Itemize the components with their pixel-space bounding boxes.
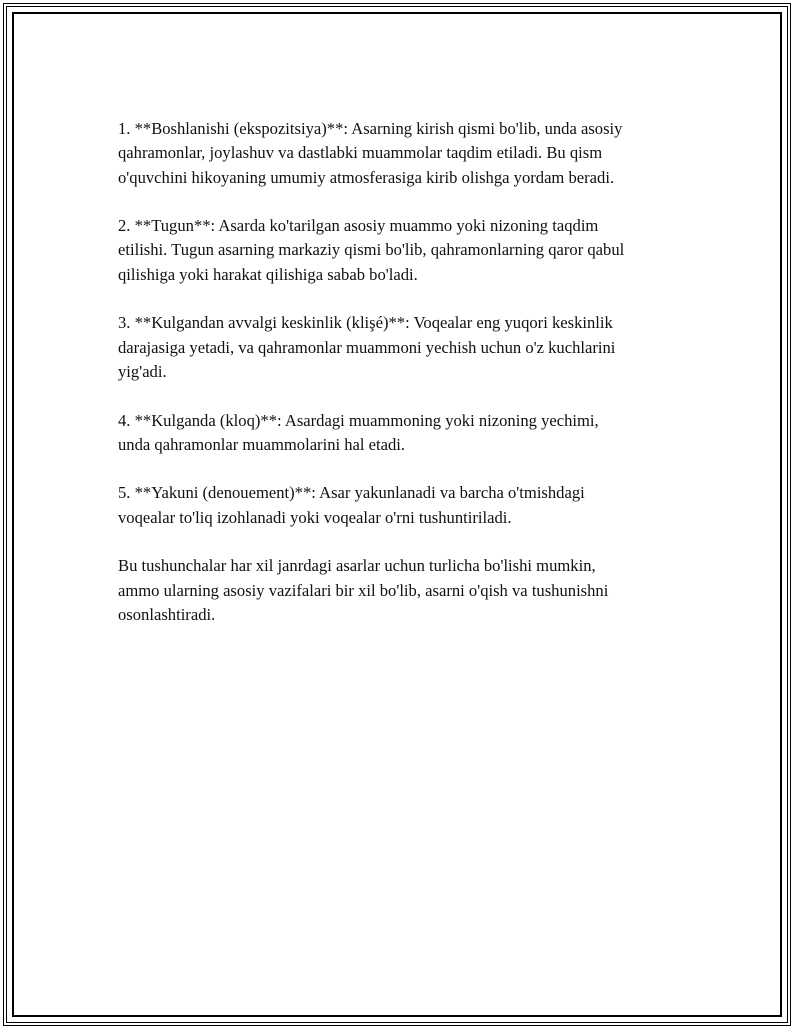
paragraph-kulganda: 4. **Kulganda (kloq)**: Asardagi muammoning yoki nizoning yechimi, unda qahramonlar muammolarini hal etadi. bbox=[118, 410, 599, 454]
paragraph-boshlanishi: 1. **Boshlanishi (ekspozitsiya)**: Asarning kirish qismi bo'lib, unda asosiy qahramonlar, joylashuv va dastlabki muammolar taqdim etiladi. Bu qism o'quvchini hikoyaning umumiy atmosferasiga kirib olishga yordam beradi. bbox=[118, 119, 623, 187]
paragraph-yakuni: 5. **Yakuni (denouement)**: Asar yakunlanadi va barcha o'tmishdagi voqealar to'liq izohlanadi yoki voqealar o'rni tushuntiriladi. bbox=[118, 483, 585, 527]
paragraph-tugun: 2. **Tugun**: Asarda ko'tarilgan asosiy muammo yoki nizoning taqdim etilishi. Tugun asarning markaziy qismi bo'lib, qahramonlarning qaror qabul qilishiga yoki harakat qilishiga sabab bo'ladi. bbox=[118, 216, 625, 284]
paragraph-conclusion: Bu tushunchalar har xil janrdagi asarlar uchun turlicha bo'lishi mumkin, ammo ularning asosiy vazifalari bir xil bo'lib, asarni o'qish va tushunishni osonlashtiradi. bbox=[118, 556, 609, 624]
paragraph-keskinlik: 3. **Kulgandan avvalgi keskinlik (klişé)**: Voqealar eng yuqori keskinlik darajasiga yetadi, va qahramonlar muammoni yechish uchun o'z kuchlarini yig'adi. bbox=[118, 313, 616, 381]
document-body bbox=[118, 117, 698, 652]
